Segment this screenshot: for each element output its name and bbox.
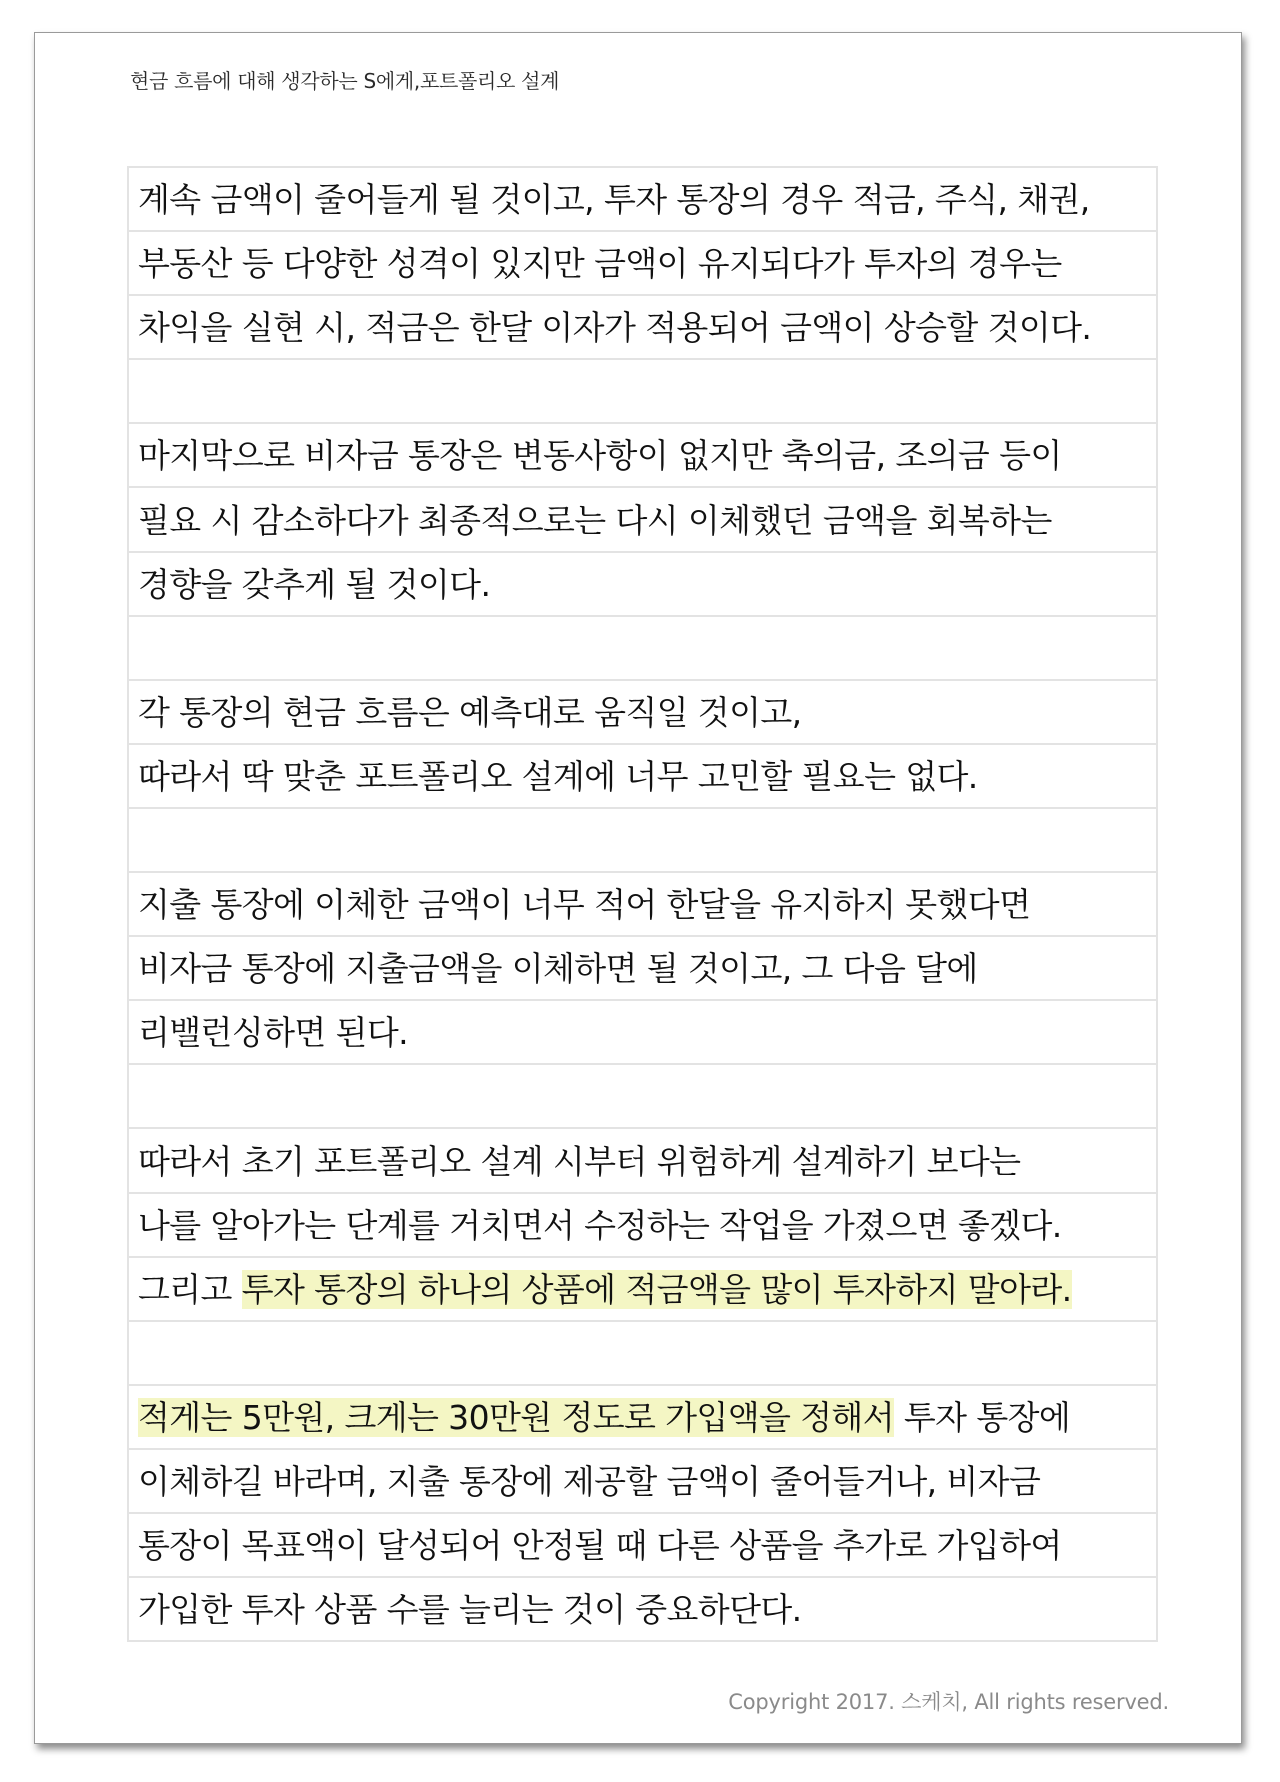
line-text: 마지막으로 비자금 통장은 변동사항이 없지만 축의금, 조의금 등이 xyxy=(138,436,1062,476)
blank-line xyxy=(129,1322,1156,1386)
text-line xyxy=(129,296,1156,360)
line-text: 경향을 갖추게 될 것이다. xyxy=(138,564,491,604)
line-text-plain: 투자 통장에 xyxy=(893,1397,1071,1437)
line-text: 차익을 실현 시, 적금은 한달 이자가 적용되어 금액이 상승할 것이다. xyxy=(138,308,1092,348)
line-text: 나를 알아가는 단계를 거치면서 수정하는 작업을 가졌으면 좋겠다. xyxy=(138,1205,1062,1245)
line-text: 가입한 투자 상품 수를 늘리는 것이 중요하단다. xyxy=(138,1590,802,1630)
text-line xyxy=(129,937,1156,1001)
line-text xyxy=(138,1396,1070,1448)
blank-line xyxy=(129,360,1156,424)
blank-line xyxy=(129,617,1156,681)
document-header: 현금 흐름에 대해 생각하는 S에게,포트폴리오 설계 xyxy=(130,69,560,93)
blank-line xyxy=(129,809,1156,873)
line-text: 리밸런싱하면 된다. xyxy=(138,1013,409,1053)
line-text: 지출 통장에 이체한 금액이 너무 적어 한달을 유지하지 못했다면 xyxy=(138,885,1031,925)
line-text: 통장이 목표액이 달성되어 안정될 때 다른 상품을 추가로 가입하여 xyxy=(138,1526,1062,1566)
text-line xyxy=(129,1001,1156,1065)
document-page xyxy=(34,32,1242,1744)
text-line xyxy=(129,168,1156,232)
text-line xyxy=(129,553,1156,617)
ruled-text-body xyxy=(127,166,1158,1642)
text-line xyxy=(129,1514,1156,1578)
line-text: 비자금 통장에 지출금액을 이체하면 될 것이고, 그 다음 달에 xyxy=(138,949,978,989)
text-line xyxy=(129,1578,1156,1642)
text-line xyxy=(129,1194,1156,1258)
line-text: 필요 시 감소하다가 최종적으로는 다시 이체했던 금액을 회복하는 xyxy=(138,500,1052,540)
line-text xyxy=(138,1268,1072,1320)
line-text: 부동산 등 다양한 성격이 있지만 금액이 유지되다가 투자의 경우는 xyxy=(138,244,1062,284)
text-line xyxy=(129,1450,1156,1514)
text-line xyxy=(129,1386,1156,1450)
blank-line xyxy=(129,1065,1156,1129)
text-line xyxy=(129,745,1156,809)
highlighted-text: 투자 통장의 하나의 상품에 적금액을 많이 투자하지 말아라. xyxy=(241,1269,1072,1309)
text-line xyxy=(129,232,1156,296)
text-line xyxy=(129,424,1156,488)
text-line xyxy=(129,873,1156,937)
text-line xyxy=(129,1258,1156,1322)
line-text: 따라서 딱 맞춘 포트폴리오 설계에 너무 고민할 필요는 없다. xyxy=(138,756,978,796)
text-line xyxy=(129,488,1156,552)
highlighted-text: 적게는 5만원, 크게는 30만원 정도로 가입액을 정해서 xyxy=(138,1397,894,1437)
copyright-footer: Copyright 2017. 스케치, All rights reserved. xyxy=(728,1690,1169,1714)
line-text-plain: 그리고 xyxy=(138,1269,242,1309)
text-line xyxy=(129,681,1156,745)
line-text: 이체하길 바라며, 지출 통장에 제공할 금액이 줄어들거나, 비자금 xyxy=(138,1461,1041,1501)
text-line xyxy=(129,1129,1156,1193)
line-text: 따라서 초기 포트폴리오 설계 시부터 위험하게 설계하기 보다는 xyxy=(138,1141,1021,1181)
line-text: 각 통장의 현금 흐름은 예측대로 움직일 것이고, xyxy=(138,692,802,732)
line-text: 계속 금액이 줄어들게 될 것이고, 투자 통장의 경우 적금, 주식, 채권, xyxy=(138,180,1090,220)
